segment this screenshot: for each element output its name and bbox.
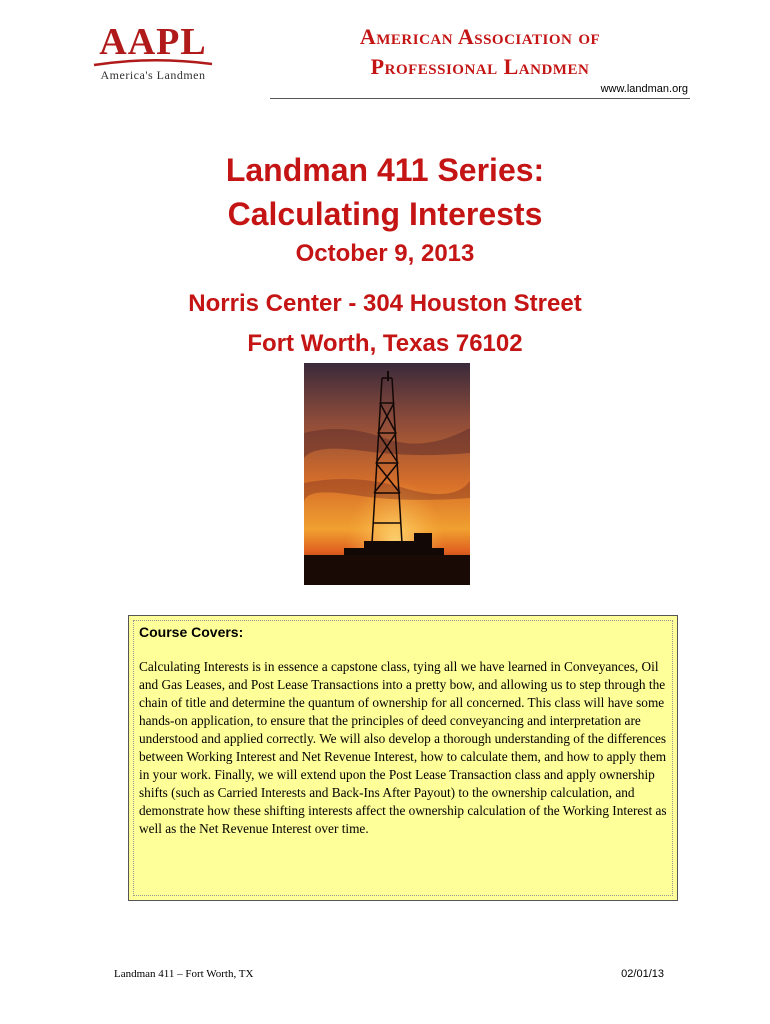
org-name-line2: Professional Landmen bbox=[370, 54, 590, 79]
course-covers-box bbox=[128, 615, 678, 901]
logo-tagline: America's Landmen bbox=[100, 68, 206, 82]
org-name-line1: American Association of bbox=[359, 24, 601, 49]
footer-left: Landman 411 – Fort Worth, TX bbox=[114, 968, 254, 980]
event-title-line1: Landman 411 Series: bbox=[225, 152, 545, 188]
header-divider bbox=[270, 98, 690, 99]
event-date: October 9, 2013 bbox=[295, 240, 475, 267]
logo-text: AAPL bbox=[99, 21, 207, 63]
event-title-line2: Calculating Interests bbox=[227, 196, 543, 232]
course-description: Calculating Interests is in essence a capstone class, tying all we have learned in Conveyances, Oil and Gas Leases, and Post Lease Transactions into a pretty bow, and allowing us to step through the chain of title and determine the quantum of ownership for all concerned. This class will have some hands-on application, to ensure that the principles of deed conveyancing and interpretation are understood and applied correctly. We will also develop a thorough understanding of the differences between Working Interest and Net Revenue Interest, how to calculate them, and how to apply them in your work. Finally, we will extend upon the Post Lease Transaction class and apply ownership shifts (such as Carried Interests and Back-Ins After Payout) to the ownership calculation, and demonstrate how these shifting interests affect the ownership calculation of the Working Interest as well as the Net Revenue Interest over time. bbox=[139, 659, 667, 836]
event-address-line1: Norris Center - 304 Houston Street bbox=[188, 290, 582, 317]
org-name bbox=[270, 22, 690, 82]
drilling-rig-photo bbox=[304, 363, 470, 585]
footer-date: 02/01/13 bbox=[621, 968, 664, 980]
course-heading: Course Covers: bbox=[139, 624, 244, 640]
website-url: www.landman.org bbox=[600, 83, 688, 95]
logo-swoosh-icon bbox=[92, 58, 214, 68]
aapl-logo bbox=[88, 22, 218, 84]
event-address-line2: Fort Worth, Texas 76102 bbox=[247, 330, 523, 357]
